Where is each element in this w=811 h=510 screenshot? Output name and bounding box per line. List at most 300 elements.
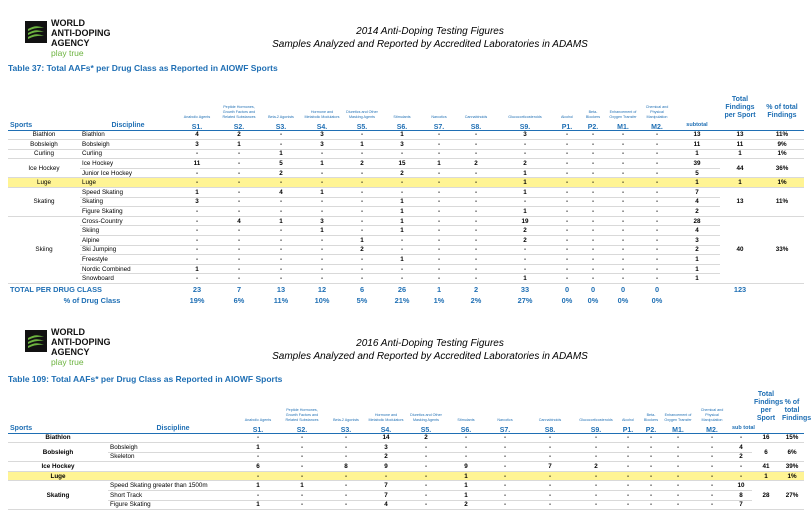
class-pct: 0% [587, 295, 599, 305]
sport-cell: Bobsleigh [8, 443, 108, 462]
pct-cell: 6% [780, 443, 804, 462]
value-cell: - [640, 245, 674, 255]
value-cell: - [342, 207, 382, 217]
value-cell: 1 [496, 274, 554, 284]
discipline-cell: Bobsleigh [108, 443, 238, 453]
value-cell: - [422, 149, 456, 159]
drug-class-code: S7. [422, 120, 456, 130]
value-cell: - [342, 255, 382, 265]
value-cell: 11 [176, 159, 218, 169]
discipline-cell: Skating [80, 197, 176, 207]
value-cell: - [342, 188, 382, 198]
pct-blank [760, 284, 804, 295]
value-cell: - [456, 207, 496, 217]
subtotal-cell: 11 [674, 140, 720, 150]
value-cell: - [554, 140, 580, 150]
value-cell: - [456, 226, 496, 236]
table-row [8, 226, 804, 236]
value-cell: 1 [176, 188, 218, 198]
value-cell: - [524, 481, 576, 491]
value-cell: - [176, 178, 218, 188]
value-cell: - [278, 452, 326, 462]
title-line1: 2014 Anti-Doping Testing Figures [356, 26, 504, 37]
total-cell: 41 [752, 462, 780, 472]
value-cell: - [456, 236, 496, 246]
value-cell: - [366, 471, 406, 481]
org-line2: ANTI-DOPING [51, 28, 111, 38]
value-cell: - [382, 274, 422, 284]
subtotal-cell: 5 [674, 168, 720, 178]
drug-class-code: M2. [694, 423, 730, 433]
header-row [8, 82, 804, 120]
drug-class-code: P2. [580, 120, 606, 130]
value-cell: - [606, 159, 640, 169]
subtotal-cell: 13 [674, 130, 720, 140]
value-cell: - [278, 471, 326, 481]
header-pct-findings: % of total Findings [766, 104, 798, 119]
discipline-cell [108, 433, 238, 443]
value-cell: - [422, 197, 456, 207]
value-cell: 3 [302, 140, 342, 150]
value-cell: - [422, 188, 456, 198]
value-cell: - [524, 471, 576, 481]
discipline-cell: Cross-Country [80, 216, 176, 226]
value-cell: 2 [366, 452, 406, 462]
value-cell: - [302, 274, 342, 284]
value-cell: 14 [366, 433, 406, 443]
value-cell: 2 [342, 159, 382, 169]
value-cell: - [580, 188, 606, 198]
discipline-cell: Skeleton [108, 452, 238, 462]
subtotal-cell: 4 [674, 197, 720, 207]
value-cell: - [176, 236, 218, 246]
drug-class-code: S1. [176, 120, 218, 130]
wada-logo [25, 18, 111, 58]
value-cell: - [606, 168, 640, 178]
table-row [8, 130, 804, 140]
value-cell: 2 [406, 433, 446, 443]
org-line3: AGENCY [51, 347, 90, 357]
value-cell: - [554, 255, 580, 265]
discipline-cell: Figure Skating [108, 500, 238, 510]
discipline-cell: Skiing [80, 226, 176, 236]
sport-cell: Skating [8, 188, 80, 217]
value-cell: - [302, 207, 342, 217]
table-row [8, 264, 804, 274]
value-cell: - [554, 226, 580, 236]
class-total: 0 [590, 284, 596, 294]
table-row [8, 433, 804, 443]
value-cell: - [456, 197, 496, 207]
value-cell: - [616, 481, 640, 491]
drug-class-code: S3. [326, 423, 366, 433]
sport-cell: Skiing [8, 216, 80, 283]
table-row [8, 462, 804, 472]
value-cell: - [554, 207, 580, 217]
value-cell: - [606, 140, 640, 150]
drug-class-desc: Stimulants [457, 418, 475, 422]
discipline-cell: Junior Ice Hockey [80, 168, 176, 178]
subtotal-cell: 4 [730, 443, 752, 453]
tagline: play true [51, 48, 84, 58]
drug-class-code: S5. [406, 423, 446, 433]
value-cell: - [260, 197, 302, 207]
value-cell: - [382, 264, 422, 274]
value-cell: - [406, 481, 446, 491]
table-row [8, 140, 804, 150]
value-cell: 1 [496, 207, 554, 217]
value-cell: 3 [366, 443, 406, 453]
value-cell: - [382, 149, 422, 159]
total-cell: 1 [752, 471, 780, 481]
header-total-findings: Total Findings per Sport [724, 96, 756, 119]
pct-cell: 39% [780, 462, 804, 472]
discipline-cell: Freestyle [80, 255, 176, 265]
org-line2: ANTI-DOPING [51, 337, 111, 347]
drug-class-desc: Hormone and Metabolic Modulators [368, 413, 404, 422]
value-cell: - [640, 197, 674, 207]
discipline-cell: Biathlon [80, 130, 176, 140]
value-cell: - [260, 236, 302, 246]
subtotal-cell: 4 [674, 226, 720, 236]
subtotal-cell: 2 [674, 245, 720, 255]
discipline-cell: Alpine [80, 236, 176, 246]
report-title [200, 337, 660, 363]
subtotal-cell: 39 [674, 159, 720, 169]
value-cell: - [278, 462, 326, 472]
pct-cell: 1% [780, 471, 804, 481]
value-cell: 2 [218, 130, 260, 140]
value-cell: 3 [176, 140, 218, 150]
value-cell: - [382, 178, 422, 188]
value-cell: - [554, 188, 580, 198]
value-cell: 1 [382, 216, 422, 226]
value-cell: - [496, 245, 554, 255]
value-cell: - [576, 443, 616, 453]
value-cell: - [606, 178, 640, 188]
discipline-cell: Figure Skating [80, 207, 176, 217]
header-sports: Sports [8, 120, 80, 130]
drug-class-desc: Narcotics [431, 115, 447, 119]
value-cell: - [606, 207, 640, 217]
value-cell: - [342, 274, 382, 284]
wada-logo-icon [25, 21, 47, 43]
header-pct-blank [760, 120, 804, 130]
header-subtotal-blank [730, 385, 752, 423]
value-cell: 1 [260, 216, 302, 226]
value-cell: - [606, 255, 640, 265]
value-cell: - [218, 168, 260, 178]
value-cell: - [218, 159, 260, 169]
table-row [8, 159, 804, 169]
value-cell: - [278, 491, 326, 501]
value-cell: - [260, 245, 302, 255]
value-cell: - [422, 130, 456, 140]
value-cell: - [524, 443, 576, 453]
drug-class-code: P1. [554, 120, 580, 130]
drug-class-desc: Diuretics and Other Masking Agents [346, 110, 378, 119]
header-subtotal: sub total [730, 423, 752, 433]
table-row [8, 168, 804, 178]
value-cell: - [456, 168, 496, 178]
value-cell: - [326, 452, 366, 462]
value-cell: - [580, 140, 606, 150]
value-cell: - [342, 130, 382, 140]
value-cell: - [486, 500, 524, 510]
value-cell: - [640, 274, 674, 284]
subtotal-cell: 3 [674, 236, 720, 246]
value-cell: 2 [496, 236, 554, 246]
value-cell: - [616, 500, 640, 510]
drug-class-desc: Peptide Hormones, Growth Factors and Related Substances [222, 105, 256, 119]
value-cell: - [326, 491, 366, 501]
value-cell: 1 [382, 197, 422, 207]
header-sports: Sports [8, 423, 108, 433]
value-cell: - [640, 471, 662, 481]
value-cell: - [176, 226, 218, 236]
drug-class-desc: Glucocorticosteroids [579, 418, 613, 422]
class-pct: 0% [651, 295, 663, 305]
class-total: 6 [359, 284, 365, 294]
value-cell: - [580, 236, 606, 246]
value-cell: 1 [218, 140, 260, 150]
value-cell: - [694, 443, 730, 453]
value-cell: 1 [446, 491, 486, 501]
value-cell: - [326, 433, 366, 443]
value-cell: - [406, 452, 446, 462]
value-cell: - [238, 433, 278, 443]
value-cell: 1 [446, 481, 486, 491]
value-cell: 2 [496, 226, 554, 236]
value-cell: 9 [366, 462, 406, 472]
value-cell: - [422, 140, 456, 150]
value-cell: - [606, 226, 640, 236]
header-discipline-blank [80, 82, 176, 120]
drug-class-desc: Enhancement of Oxygen Transfer [664, 413, 692, 422]
value-cell: - [640, 236, 674, 246]
value-cell: - [260, 264, 302, 274]
table-row [8, 471, 804, 481]
value-cell: - [580, 245, 606, 255]
value-cell: - [422, 236, 456, 246]
value-cell: 6 [238, 462, 278, 472]
value-cell: - [606, 197, 640, 207]
value-cell: - [606, 264, 640, 274]
value-cell: - [694, 433, 730, 443]
class-pct: 0% [617, 295, 629, 305]
value-cell: - [640, 452, 662, 462]
value-cell: - [640, 264, 674, 274]
class-pct: 21% [394, 295, 410, 305]
header-subtotal-blank [674, 82, 720, 120]
value-cell: - [486, 433, 524, 443]
value-cell: - [176, 274, 218, 284]
value-cell: 1 [238, 481, 278, 491]
value-cell: - [486, 443, 524, 453]
value-cell: - [486, 462, 524, 472]
value-cell: - [640, 443, 662, 453]
value-cell: - [278, 433, 326, 443]
value-cell: - [176, 245, 218, 255]
value-cell: - [496, 149, 554, 159]
value-cell: - [176, 207, 218, 217]
value-cell: - [422, 255, 456, 265]
value-cell: - [218, 149, 260, 159]
value-cell: 7 [524, 462, 576, 472]
value-cell: - [580, 216, 606, 226]
drug-class-code: S6. [382, 120, 422, 130]
table-row [8, 207, 804, 217]
drug-class-code: S8. [524, 423, 576, 433]
value-cell: - [342, 149, 382, 159]
value-cell: - [176, 255, 218, 265]
value-cell: - [406, 462, 446, 472]
total-cell: 28 [752, 481, 780, 510]
org-line1: WORLD [51, 327, 85, 337]
total-cell: 1 [720, 149, 760, 159]
value-cell: - [456, 178, 496, 188]
value-cell: - [616, 433, 640, 443]
pct-row [8, 295, 804, 306]
value-cell: - [640, 481, 662, 491]
value-cell: - [580, 274, 606, 284]
drug-class-desc: Glucocorticosteroids [508, 115, 542, 119]
drug-class-desc: Diuretics and Other Masking Agents [410, 413, 442, 422]
value-cell: - [554, 264, 580, 274]
discipline-cell [108, 471, 238, 481]
title-line2: Samples Analyzed and Reported by Accredited Laboratories in ADAMS [272, 39, 588, 50]
total-label: TOTAL PER DRUG CLASS [10, 284, 102, 294]
drug-class-desc: Alcohol [621, 418, 635, 422]
value-cell: - [302, 178, 342, 188]
sport-cell: Ice Hockey [8, 462, 108, 472]
value-cell: - [218, 226, 260, 236]
drug-class-desc: Beta-Blockers [643, 413, 659, 422]
value-cell: - [302, 264, 342, 274]
drug-class-desc: Hormone and Metabolic Modulators [304, 110, 340, 119]
header-total-blank [720, 120, 760, 130]
drug-class-desc: Chemical and Physical Manipulation [700, 408, 724, 422]
value-cell: 2 [456, 159, 496, 169]
value-cell: - [580, 159, 606, 169]
value-cell: - [524, 500, 576, 510]
value-cell: 2 [576, 462, 616, 472]
value-cell: - [554, 216, 580, 226]
value-cell: - [302, 255, 342, 265]
total-cell: 1 [720, 178, 760, 188]
sport-cell: Luge [8, 178, 80, 188]
value-cell: - [422, 226, 456, 236]
subtotal-cell: 1 [674, 178, 720, 188]
sport-cell: Ice Hockey [8, 159, 80, 178]
value-cell: - [218, 236, 260, 246]
header-discipline: Discipline [108, 423, 238, 433]
value-cell: - [640, 159, 674, 169]
value-cell: 4 [260, 188, 302, 198]
discipline-cell: Ski Jumping [80, 245, 176, 255]
wada-logo-icon [25, 330, 47, 352]
value-cell: - [580, 168, 606, 178]
value-cell: - [260, 130, 302, 140]
value-cell: - [446, 452, 486, 462]
value-cell: - [576, 433, 616, 443]
value-cell: - [640, 140, 674, 150]
value-cell: - [238, 491, 278, 501]
header-pct-blank [780, 423, 804, 433]
sport-cell: Bobsleigh [8, 140, 80, 150]
value-cell: - [606, 130, 640, 140]
table-row [8, 178, 804, 188]
class-pct: 27% [517, 295, 533, 305]
value-cell: - [694, 471, 730, 481]
discipline-cell: Nordic Combined [80, 264, 176, 274]
value-cell: - [176, 216, 218, 226]
value-cell: - [576, 481, 616, 491]
total-cell: 6 [752, 443, 780, 462]
drug-class-desc: Cannabinoids [538, 418, 562, 422]
class-pct: 11% [273, 295, 289, 305]
value-cell: - [524, 452, 576, 462]
value-cell: - [576, 491, 616, 501]
class-total: 26 [397, 284, 407, 294]
value-cell: - [616, 462, 640, 472]
value-cell: - [260, 274, 302, 284]
table-row [8, 452, 804, 462]
value-cell: - [302, 168, 342, 178]
class-pct: 2% [470, 295, 482, 305]
value-cell: - [640, 188, 674, 198]
subtotal-cell: 1 [674, 149, 720, 159]
subtotal-cell: 8 [730, 491, 752, 501]
value-cell: - [580, 255, 606, 265]
value-cell: 3 [302, 216, 342, 226]
wada-logo [25, 327, 111, 367]
total-cell: 16 [752, 433, 780, 443]
value-cell: - [640, 207, 674, 217]
code-row [8, 423, 804, 433]
value-cell: - [486, 452, 524, 462]
table-row [8, 188, 804, 198]
drug-class-code: S7. [486, 423, 524, 433]
value-cell: - [446, 443, 486, 453]
value-cell: 1 [382, 207, 422, 217]
total-cell: 40 [720, 216, 760, 283]
header-sports-blank [8, 385, 108, 423]
value-cell: - [260, 178, 302, 188]
title-line2: Samples Analyzed and Reported by Accredited Laboratories in ADAMS [272, 351, 588, 362]
table-row [8, 491, 804, 501]
class-total: 12 [317, 284, 327, 294]
aaf-table-2014 [8, 82, 804, 306]
subtotal-cell: 28 [674, 216, 720, 226]
discipline-cell: Ice Hockey [80, 159, 176, 169]
table-caption: Table 109: Total AAFs* per Drug Class as Reported in AIOWF Sports [8, 374, 283, 384]
value-cell: - [640, 491, 662, 501]
subtotal-cell: 1 [674, 255, 720, 265]
value-cell: - [326, 500, 366, 510]
value-cell: - [640, 130, 674, 140]
value-cell: 1 [278, 481, 326, 491]
value-cell: - [662, 433, 694, 443]
value-cell: - [456, 149, 496, 159]
value-cell: 3 [176, 197, 218, 207]
drug-class-code: S5. [342, 120, 382, 130]
value-cell: 1 [176, 264, 218, 274]
value-cell: - [496, 255, 554, 265]
value-cell: 1 [342, 236, 382, 246]
value-cell: - [382, 245, 422, 255]
value-cell: 2 [342, 245, 382, 255]
